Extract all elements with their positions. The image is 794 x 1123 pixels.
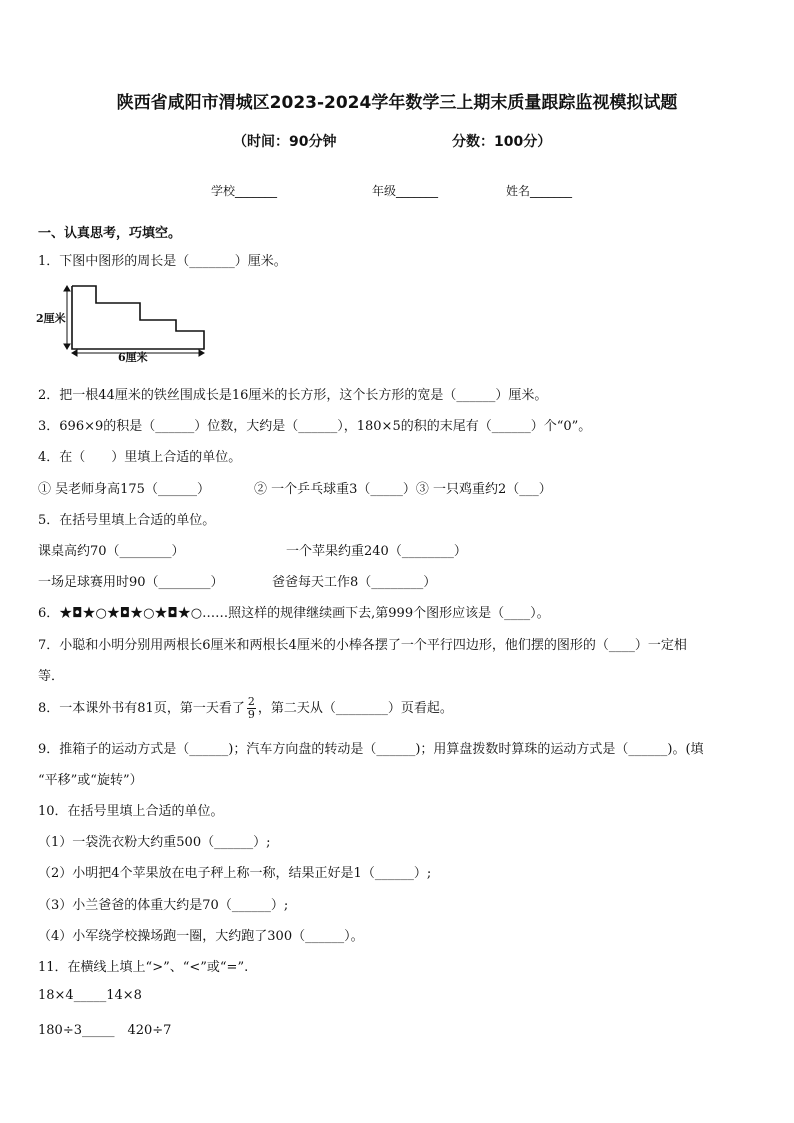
question-7: 7．小聪和小明分别用两根长6厘米和两根长4厘米的小棒各摆了一个平行四边形，他们摆的图形的（____）一定相 (38, 638, 687, 653)
question-6: 6．★◘★○★◘★○★◘★○……照这样的规律继续画下去,第999个图形应该是（____）。 (38, 606, 550, 621)
width-label: 6厘米 (118, 351, 148, 363)
question-4: 4．在（ ）里填上合适的单位。 (38, 450, 242, 465)
question-9: 9．推箱子的运动方式是（______)；汽车方向盘的转动是（______)；用算盘拨数时算珠的运动方式是（______)。(填 (38, 742, 704, 757)
fraction-denominator: 9 (247, 708, 255, 721)
staircase-shape (72, 286, 204, 349)
question-8 (38, 696, 453, 721)
question-11: 11．在横线上填上“>”、“<”或“=”. (38, 960, 249, 975)
school-field: 学校_______ (211, 184, 278, 198)
question-9-continued: “平移”或“旋转”） (38, 773, 143, 788)
height-label: 2厘米 (36, 312, 66, 325)
name-field: 姓名_______ (506, 184, 573, 198)
question-10-part-2: （2）小明把4个苹果放在电子秤上称一称，结果正好是1（______）; (38, 866, 432, 881)
fraction-numerator: 2 (247, 695, 255, 708)
question-5: 5．在括号里填上合适的单位。 (38, 513, 216, 528)
question-10-part-1: （1）一袋洗衣粉大约重500（______）; (38, 835, 271, 850)
question-4-part-1: ① 吴老师身高175（______） (38, 482, 210, 497)
grade-field: 年级_______ (372, 184, 439, 198)
fraction (247, 696, 256, 721)
question-5-apple: 一个苹果约重240（________） (286, 544, 467, 559)
question-5-football: 一场足球赛用时90（________） (38, 575, 224, 590)
exam-score: 分数：100分） (452, 134, 552, 150)
exam-time: （时间：90分钟 (233, 134, 337, 150)
question-5-desk: 课桌高约70（________） (38, 544, 185, 559)
question-4-part-2-3: ② 一个乒乓球重3（_____）③ 一只鸡重约2（___） (254, 482, 552, 497)
question-7-continued: 等． (38, 669, 65, 684)
question-8-start: 8．一本课外书有81页，第一天看了 (38, 701, 245, 716)
question-11-part-1: 18×4_____14×8 (38, 988, 142, 1003)
question-10: 10．在括号里填上合适的单位。 (38, 804, 224, 819)
staircase-figure (34, 281, 214, 363)
question-2: 2．把一根44厘米的铁丝围成长是16厘米的长方形，这个长方形的宽是（______）厘米。 (38, 388, 548, 403)
question-8-end: ，第二天从（________）页看起。 (257, 701, 453, 716)
question-11-part-2: 180÷3_____ 420÷7 (38, 1023, 172, 1038)
question-5-work: 爸爸每天工作8（________） (272, 575, 437, 590)
exam-title: 陕西省咸阳市渭城区2023-2024学年数学三上期末质量跟踪监视模拟试题 (116, 93, 678, 113)
question-1: 1．下图中图形的周长是（_______）厘米。 (38, 254, 287, 269)
question-10-part-3: （3）小兰爸爸的体重大约是70（______）; (38, 898, 289, 913)
question-10-part-4: （4）小军绕学校操场跑一圈，大约跑了300（______）。 (38, 929, 364, 944)
question-3: 3．696×9的积是（______）位数，大约是（______），180×5的积的末尾有（______）个“0”。 (38, 419, 592, 434)
section-title: 一、认真思考，巧填空。 (38, 226, 182, 241)
